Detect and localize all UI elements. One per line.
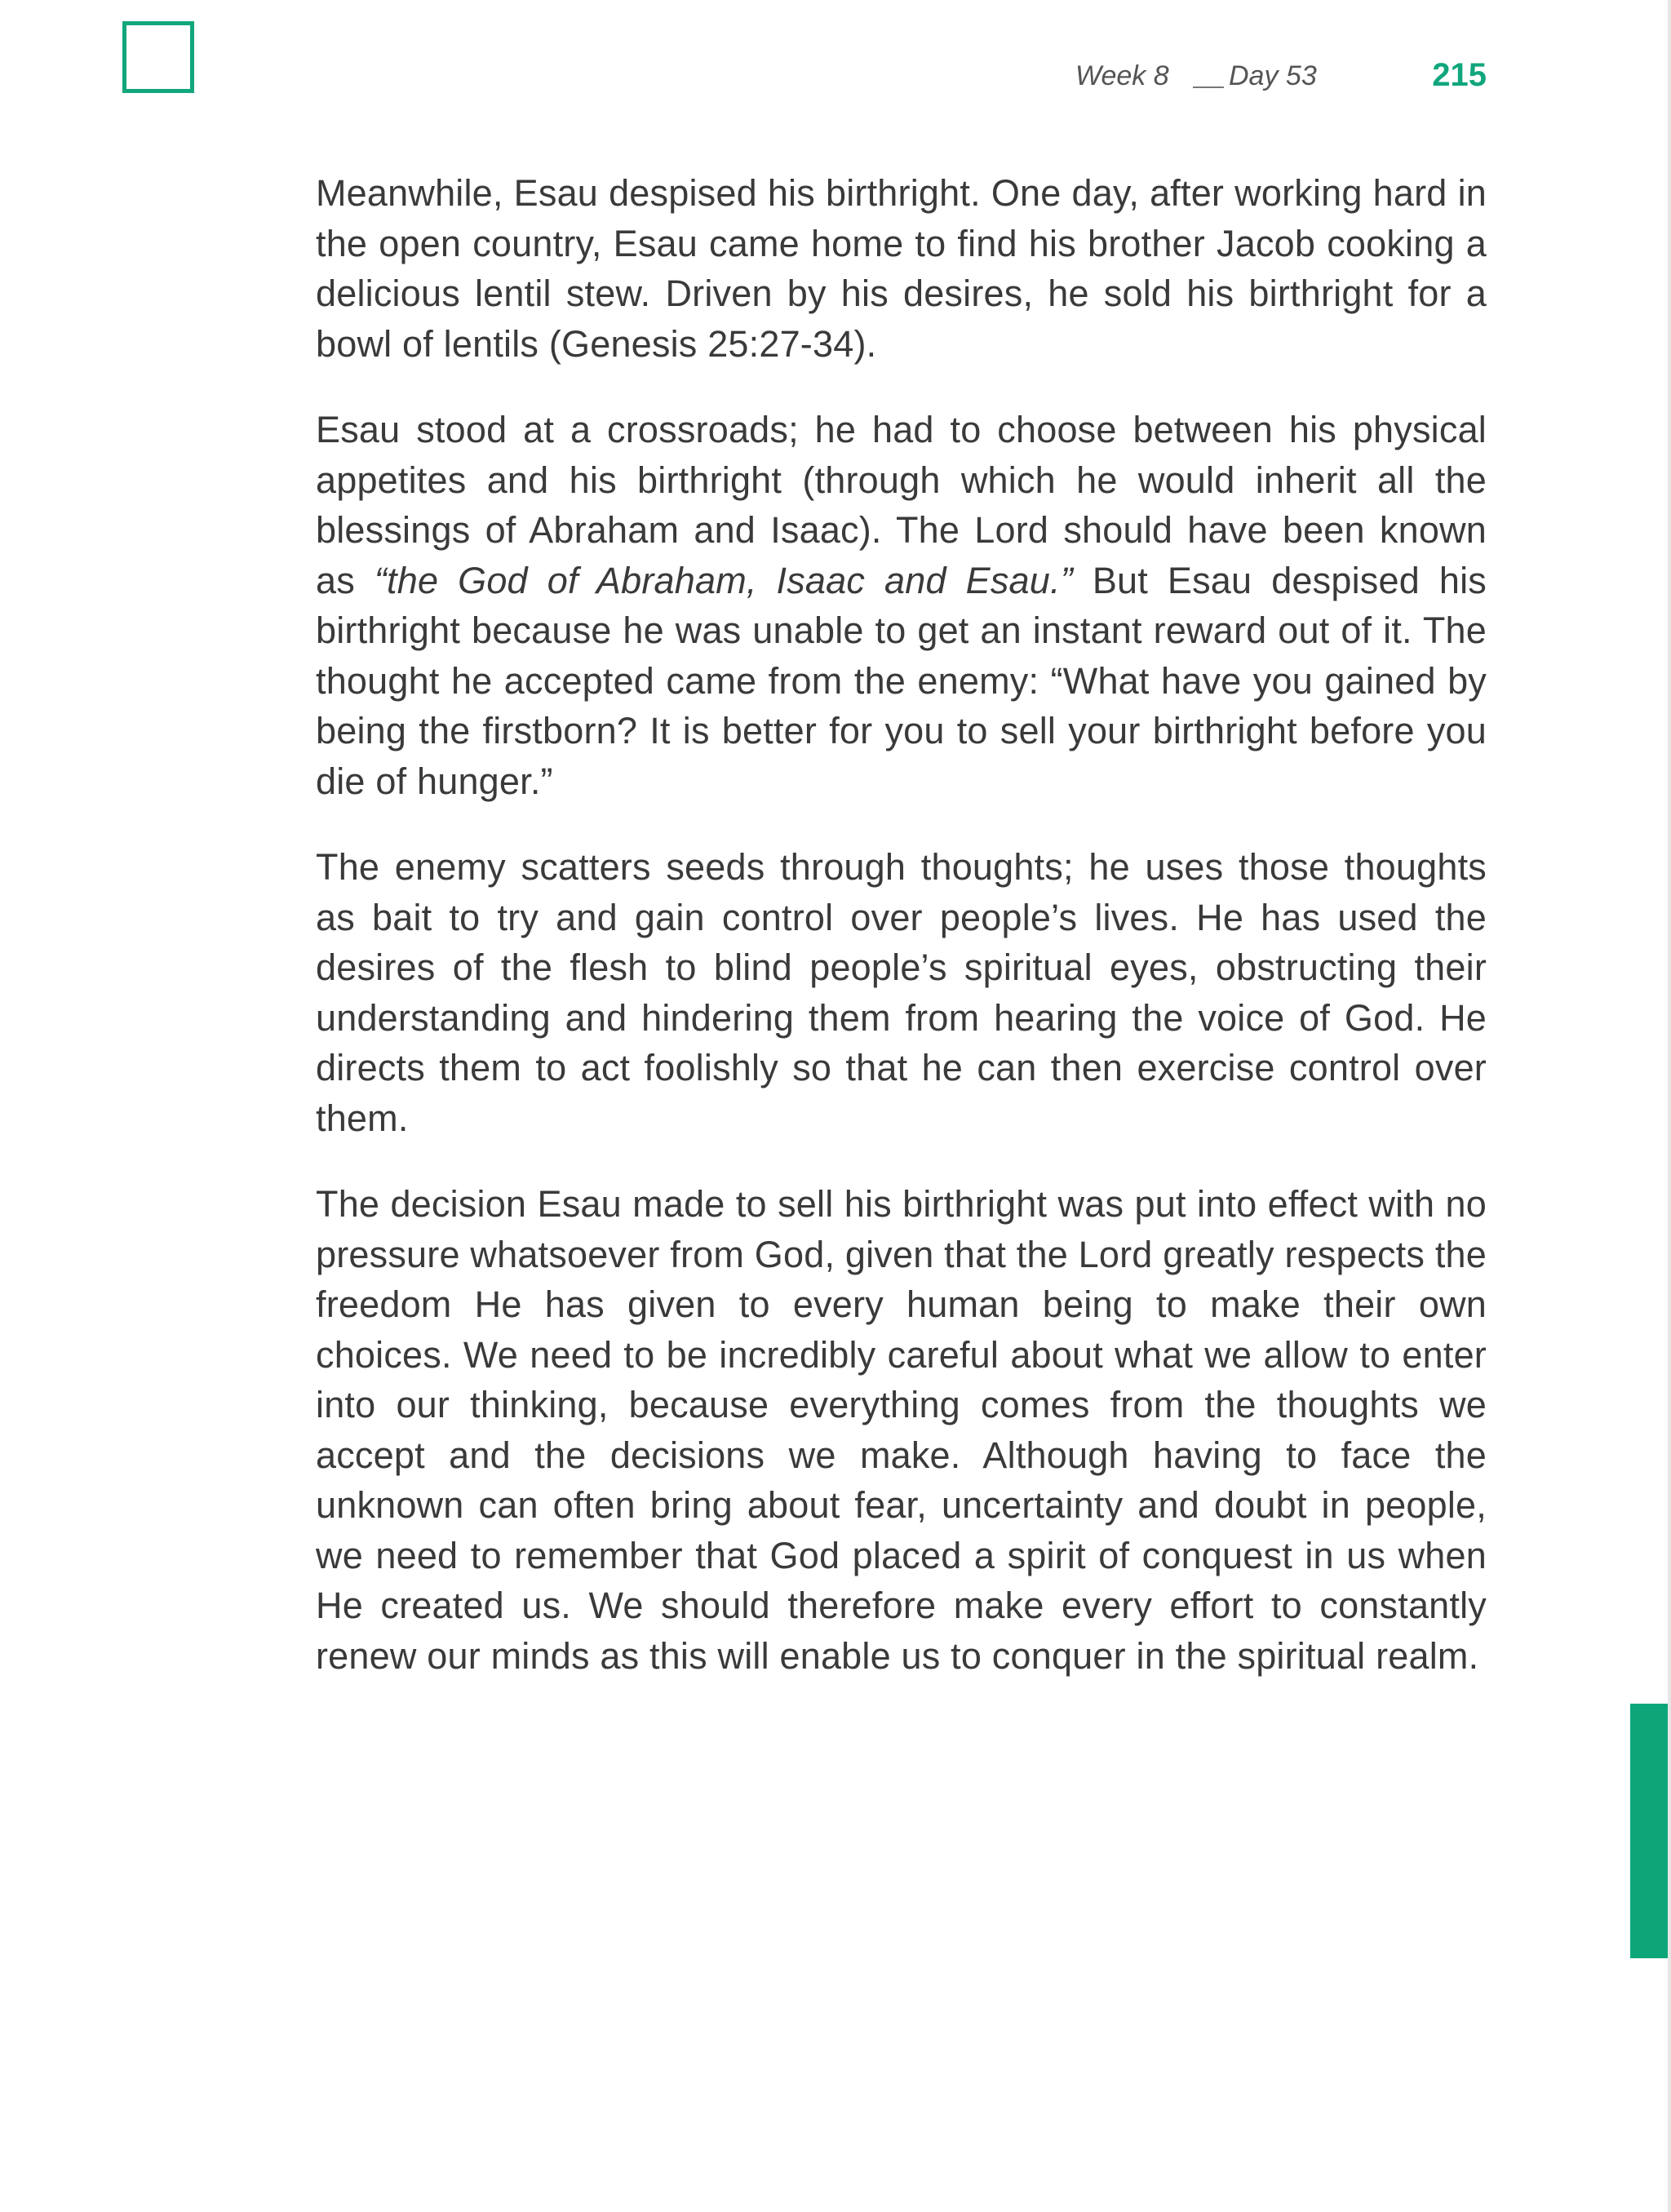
paragraph-2-before: Esau stood at a crossroads; he had to choose between his physical appetites and his birthright (through which he would inherit all the blessings of Abraham and Isaac). The Lord should have been known as	[316, 409, 1487, 601]
week-label: Week 8	[1075, 60, 1169, 91]
header-separator	[1193, 86, 1224, 88]
page-edge	[1668, 0, 1671, 2212]
paragraph-2-after: But Esau despised his birthright because he was unable to get an instant reward out of it. The thought he accepted came from the enemy: “What have you gained by being the firstborn? It is better for you to sell your birthright before you die of hunger.”	[316, 559, 1487, 802]
paragraph-3: The enemy scatters seeds through thoughts; he uses those thoughts as bait to try and gain control over people’s lives. He has used the desires of the flesh to blind people’s spiritual eyes, obstructing their understanding and hindering them from hearing the voice of God. He directs them to act foolishly so that he can then exercise control over them.	[316, 846, 1487, 1139]
body-text	[316, 168, 1487, 1717]
day-checkbox[interactable]	[122, 21, 194, 93]
paragraph-2-quote: “the God of Abraham, Isaac and Esau.”	[374, 559, 1073, 601]
paragraph-1: Meanwhile, Esau despised his birthright. One day, after working hard in the open country, Esau came home to find his brother Jacob cooking a delicious lentil stew. Driven by his desires, he sold his birthright for a bowl of lentils (Genesis 25:27-34).	[316, 172, 1487, 365]
page-header	[1028, 57, 1487, 98]
section-tab	[1630, 1704, 1668, 1958]
paragraph-2	[316, 405, 1487, 806]
page-number: 215	[1432, 57, 1487, 93]
day-label: Day 53	[1229, 60, 1317, 91]
paragraph-4: The decision Esau made to sell his birthright was put into effect with no pressure whatsoever from God, given that the Lord greatly respects the freedom He has given to every human being to make their own choices. We need to be incredibly careful about what we allow to enter into our thinking, because everything comes from the thoughts we accept and the decisions we make. Although having to face the unknown can often bring about fear, uncertainty and doubt in people, we need to remember that God placed a spirit of conquest in us when He created us. We should therefore make every effort to constantly renew our minds as this will enable us to conquer in the spiritual realm.	[316, 1183, 1487, 1677]
